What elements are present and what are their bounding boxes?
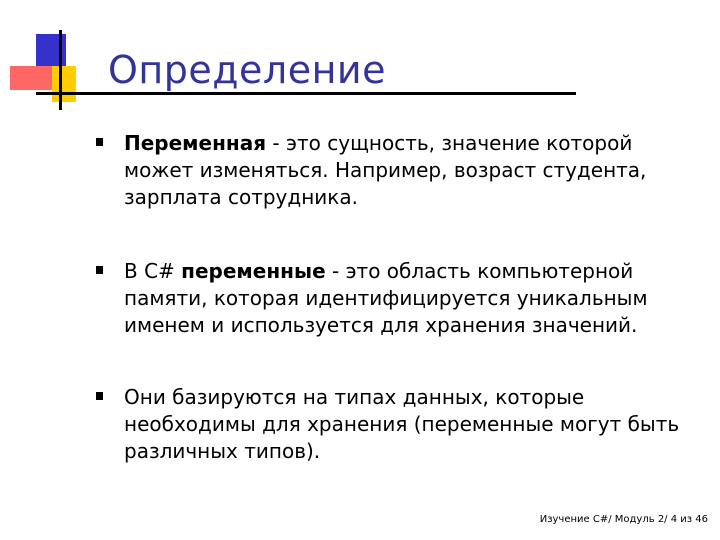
title-underline [36,92,576,95]
logo-vertical-line [59,30,62,110]
bullet-square-icon [96,266,103,274]
slide-footer: Изучение C#/ Модуль 2/ 4 из 46 [539,514,708,525]
bullet-text [124,384,684,465]
bullet-square-icon [96,138,103,146]
slide-title: Определение [108,48,386,92]
bullet-term: Переменная [124,131,267,155]
bullet-body: - это сущность, значение которой может изменяться. Например, возраст студента, зарплата сотрудника. [124,131,647,209]
bullet-square-icon [96,392,103,400]
logo-red-square [10,66,52,90]
bullet-body: - это область компьютерной памяти, которая идентифицируется уникальным именем и используется для хранения значений. [124,259,648,337]
logo-yellow-square [52,66,76,102]
bullet-term: переменные [181,259,326,283]
bullet-body: Они базируются на типах данных, которые необходимы для хранения (переменные могут быть различных типов). [124,385,680,463]
bullet-text [124,258,684,339]
bullet-text [124,130,684,211]
bullet-prefix: В C# [124,259,182,283]
